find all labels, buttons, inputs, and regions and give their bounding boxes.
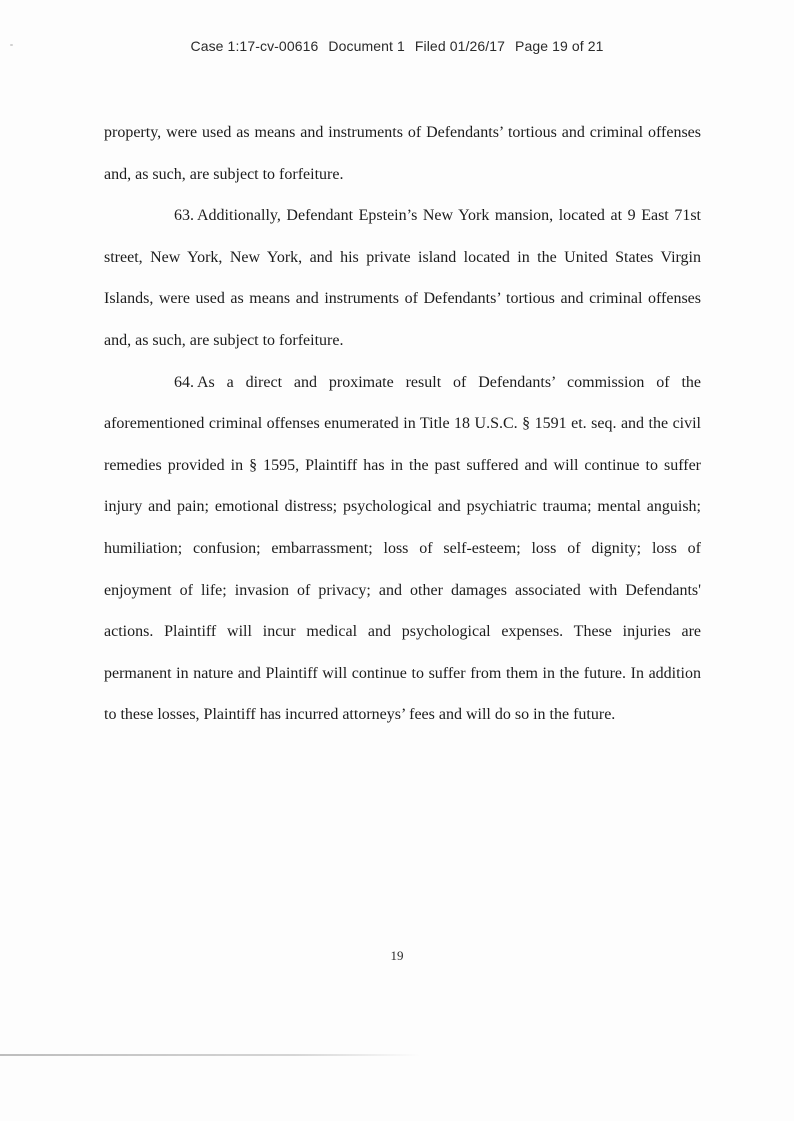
- paragraph-number: 64.: [174, 373, 194, 391]
- paragraph-64: [104, 362, 701, 736]
- paragraph-63: [104, 195, 701, 361]
- paragraph-text: Additionally, Defendant Epstein’s New York mansion, located at 9 East 71st street, New York, New York, and his private island located in the United States Virgin Islands, were used as means and instruments of Defendants’ tortious and criminal offenses and, as such, are subject to forfeiture.: [104, 207, 701, 349]
- paragraph-text: As a direct and proximate result of Defendants’ commission of the aforementioned criminal offenses enumerated in Title 18 U.S.C. § 1591 et. seq. and the civil remedies provided in § 1595, Plaintiff has in the past suffered and will continue to suffer injury and pain; emotional distress; psychological and psychiatric trauma; mental anguish; humiliation; confusion; embarrassment; loss of self-esteem; loss of dignity; loss of enjoyment of life; invasion of privacy; and other damages associated with Defendants' actions. Plaintiff will incur medical and psychological expenses. These injuries are permanent in nature and Plaintiff will continue to suffer from them in the future. In addition to these losses, Plaintiff has incurred attorneys’ fees and will do so in the future.: [104, 373, 701, 724]
- continuation-paragraph: property, were used as means and instruments of Defendants’ tortious and criminal offenses and, as such, are subject to forfeiture.: [104, 124, 701, 183]
- filed-date: Filed 01/26/17: [414, 38, 505, 54]
- page-number: 19: [390, 948, 404, 963]
- case-number: Case 1:17-cv-00616: [190, 38, 319, 54]
- paragraph-number: 63.: [174, 207, 194, 225]
- case-header: [0, 38, 794, 54]
- document-body: [104, 112, 701, 736]
- document-number: Document 1: [328, 38, 405, 54]
- page-of-total: Page 19 of 21: [515, 38, 604, 54]
- scan-edge-line: [0, 1054, 420, 1056]
